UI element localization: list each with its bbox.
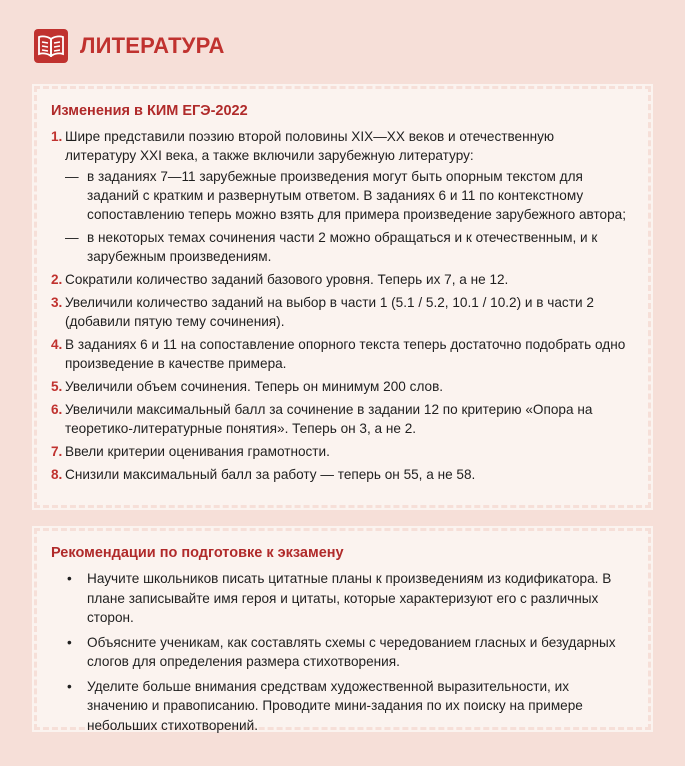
item-text: Ввели критерии оценивания грамотности. [65,444,330,459]
sub-item [65,228,626,266]
change-item-6 [51,400,626,438]
change-item-3 [51,293,626,331]
item-text: Увеличили максимальный балл за сочинение в задании 12 по критерию «Опора на теоретико-литературные понятия». Теперь он 3, а не 2. [65,402,593,436]
change-item-2 [51,270,626,289]
item-number: 2. [51,272,63,287]
change-item-4 [51,335,626,373]
recommendation-item [51,569,626,628]
item-text: Увеличили объем сочинения. Теперь он минимум 200 слов. [65,379,444,394]
item-number: 1. [51,129,63,144]
dash-marker: — [65,169,79,184]
change-item-7 [51,442,626,461]
bullet-marker: • [67,634,72,650]
changes-card [34,86,651,508]
sub-item-text: в заданиях 7—11 зарубежные произведения могут быть опорным текстом для заданий с кратким и развернутым ответом. В заданиях 6 и 11 по контекстному сопоставлению теперь можно взять для примера произведение зарубежного автора; [87,169,626,222]
recommendation-text: Уделите больше внимания средствам художественной выразительности, их значению и правописанию. Проводите мини-задания по их поиску на примере небольших стихотворений. [87,678,583,733]
change-item-1 [51,127,626,266]
item-number: 6. [51,402,63,417]
page-title: ЛИТЕРАТУРА [80,33,225,58]
changes-list [51,127,626,484]
page-header [34,26,225,66]
item-number: 8. [51,467,63,482]
recommendation-item [51,677,626,736]
change-item-5 [51,377,626,396]
recommendation-item [51,633,626,672]
recommendations-card [34,528,651,733]
item-number: 7. [51,444,63,459]
recommendations-title: Рекомендации по подготовке к экзамену [51,545,344,561]
changes-title: Изменения в КИМ ЕГЭ-2022 [51,103,248,119]
bullet-marker: • [67,678,72,694]
dash-marker: — [65,230,79,245]
recommendation-text: Научите школьников писать цитатные планы к произведениям из кодификатора. В плане записывайте имя героя и цитаты, которые характеризуют его с различных сторон. [87,571,612,625]
item-number: 4. [51,337,63,352]
item-number: 3. [51,295,63,310]
item-text: Сократили количество заданий базового уровня. Теперь их 7, а не 12. [65,272,509,287]
recommendation-text: Объясните ученикам, как составлять схемы с чередованием гласных и безударных слогов для определения размера стихотворения. [87,634,616,669]
item-text: Снизили максимальный балл за работу — теперь он 55, а не 58. [65,467,476,482]
change-sublist [65,167,626,266]
item-text: Шире представили поэзию второй половины XIX—XX веков и отечественную литературу XXI века, а также включили зарубежную литературу: [65,129,555,163]
item-number: 5. [51,379,63,394]
change-item-8 [51,465,626,484]
sub-item-text: в некоторых темах сочинения части 2 можно обращаться и к отечественным, и к зарубежным произведениям. [87,230,598,264]
recommendations-list [51,569,626,735]
item-text: В заданиях 6 и 11 на сопоставление опорного текста теперь достаточно подобрать одно произведение в качестве примера. [65,337,626,371]
bullet-marker: • [67,571,72,586]
sub-item [65,167,626,224]
open-book-icon [34,29,68,63]
item-text: Увеличили количество заданий на выбор в части 1 (5.1 / 5.2, 10.1 / 10.2) и в части 2 (добавили пятую тему сочинения). [65,295,594,329]
